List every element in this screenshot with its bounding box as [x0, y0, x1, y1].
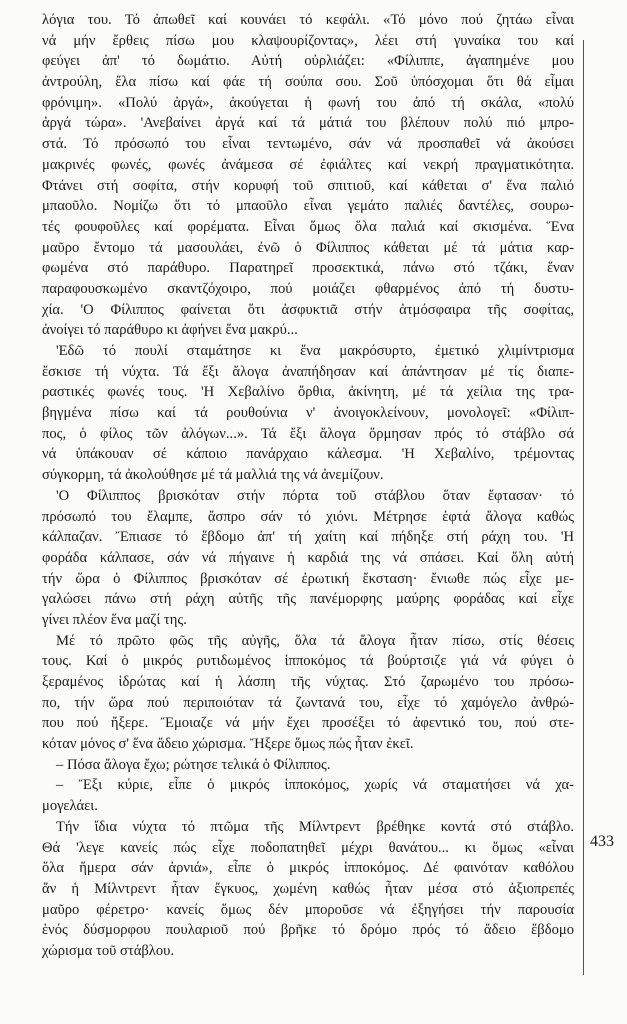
text-line: βηγμένα πίσω καί τά ρουθούνια ν' ἀνοιγοκλείνουν, μονολογεῖ: «Φίλιπ-: [42, 405, 574, 422]
text-line: φωμένα στό παράθυρο. Παρατηρεῖ προσεκτικά, πάνω στό τζάκι, ἕναν: [42, 260, 574, 277]
text-line: ἄν ἡ Μίλντρεντ ἦταν ἔγκυος, χωμένη καθώς ἦταν μέσα στό ἀξιοπρεπές: [42, 880, 574, 897]
text-line: γίνει πλέον ἕνα μαζί της.: [42, 611, 187, 628]
text-line: σύγκορμη, τά ἀκολούθησε μέ τά μαλλιά της νά ἀνεμίζουν.: [42, 467, 384, 484]
text-line: – Πόσα ἄλογα ἔχω; ρώτησε τελικά ὁ Φίλιππος.: [56, 756, 331, 773]
text-line: Μέ τό πρῶτο φῶς τῆς αὐγῆς, ὅλα τά ἄλογα ἦταν πίσω, στίς θέσεις: [56, 632, 574, 649]
text-line: πος, ὁ φίλος τῶν ἀλόγων...». Τά ἔξι ἄλογα ὅρμησαν πρός τό στάβλο σά: [42, 425, 574, 442]
text-line: παραφουσκωμένο σκαντζόχοιρο, πού μοιάζει φθαρμένος ἀπό τή δυστυ-: [42, 280, 574, 297]
text-line: ἑνός δύσμορφου πουλαριοῦ πού βρῆκε τό δρόμο πρός τό ἄδειο ἕβδομο: [42, 922, 574, 939]
text-line: μπαοῦλο. Νομίζω ὅτι τό μπαοῦλο εἶναι γεμάτο παλιές δαντέλες, σουρω-: [42, 198, 574, 215]
text-line: φεύγει ἀπ' τό δωμάτιο. Αὐτή οὐρλιάζει: «Φίλιππε, ἀγαπημένε μου: [42, 53, 574, 70]
text-line: χία. 'Ο Φίλιππος φαίνεται ὅτι ἀσφυκτιᾶ στήν ἀτμόσφαιρα τῆς σοφίτας,: [42, 301, 574, 318]
text-line: τές φουφοῦλες καί φορέματα. Εἶναι ὅμως ὅλα παλιά καί σκισμένα. Ἕνα: [42, 218, 574, 235]
page-number: 433: [590, 833, 614, 850]
text-line: φρόνιμη». «Πολύ ἀργά», ἀκούγεται ἡ φωνή του ἀπό τή σκάλα, «πολύ: [42, 94, 574, 111]
text-line: πο, τήν ὥρα πού περιποιόταν τά ζωντανά του, εἶχε τό χαμόγελο ἀνθρώ-: [42, 694, 574, 711]
text-line: φοράδα κάλπασε, σάν νά πήγαινε ἡ καρδιά της νά σπάσει. Καί ὅλη αὐτή: [42, 549, 574, 566]
text-line: μαῦρο φέρετρο· κανείς ὅμως δέν μποροῦσε νά ἐξηγήσει τήν παρουσία: [42, 901, 574, 918]
text-line: μαῦρο ἔντομο τά μασουλάει, ἐνῶ ὁ Φίλιππος κάθεται μέ τά μάτια καρ-: [42, 239, 574, 256]
body-text: [42, 10, 574, 962]
text-line: νά μήν ἔρθεις πίσω μου κλαψουρίζοντας», λέει στή γυναίκα του καί: [42, 32, 574, 49]
text-line: κάλπαζαν. Ἔπιασε τό ἕβδομο ἀπ' τή χαίτη καί πήδηξε στή ράχη του. 'Η: [42, 529, 574, 546]
text-line: στά. Τό πρόσωπό του εἶναι τεντωμένο, σάν νά προσπαθεῖ νά ἀκούσει: [42, 136, 574, 153]
text-line: πρόσωπό του ἔλαμπε, ἄσπρο σάν τό χιόνι. Μέτρησε ἑφτά ἄλογα καθώς: [42, 508, 574, 525]
text-line: ξεραμένος ἱδρώτας καί ἡ λάσπη τῆς νύχτας. Στό ζαρωμένο του πρόσω-: [42, 674, 574, 690]
text-line: ἀργά τώρα». 'Ανεβαίνει ἀργά καί τά μάτιά του βλέπουν πολύ πιό μπρο-: [42, 115, 574, 132]
text-line: Τήν ἴδια νύχτα τό πτῶμα τῆς Μίλντρεντ βρέθηκε κοντά στό στάβλο.: [56, 818, 574, 835]
text-line: Θά 'λεγε κανείς πώς εἶχε ποδοπατηθεῖ μέχρι θανάτου... κι ὅμως «εἶναι: [42, 839, 574, 856]
text-line: ἔσκισε τή νύχτα. Τά ἔξι ἄλογα ἀναπήδησαν καί ἀπάντησαν μέ τίς διαπε-: [42, 363, 574, 380]
text-line: μακρινές φωνές, φωνές ἀνάμεσα σέ ἐφιάλτες καί νεκρή πραγματικότητα.: [42, 156, 574, 173]
text-line: ἀνοίγει τό παράθυρο κι ἀφήνει ἕνα μακρύ...: [42, 322, 298, 339]
text-line: χώρισμα τοῦ στάβλου.: [42, 942, 175, 959]
text-line: Φτάνει στή σοφίτα, στήν κορυφή τοῦ σπιτιοῦ, καί κάθεται σ' ἕνα παλιό: [42, 177, 574, 194]
text-line: τους. Καί ὁ μικρός ρυτιδωμένος ἱπποκόμος τά βούρτσιζε γιά νά φύγει ὁ: [42, 653, 574, 670]
text-line: ὅλα ἥμερα σάν ἀρνιά», εἶπε ὁ μικρός ἱπποκόμος. Δέ φαινόταν καθόλου: [42, 860, 574, 877]
text-line: 'Ο Φίλιππος βρισκόταν στήν πόρτα τοῦ στάβλου ὅταν ἔφτασαν· τό: [56, 487, 574, 504]
text-line: κόταν μόνος σ' ἕνα ἄδειο χώρισμα. Ἤξερε ὅμως πώς ἦταν ἐκεῖ.: [42, 736, 414, 753]
text-line: ἀντρούλη, ἔλα πίσω καί φάε τή σούπα σου. Σοῦ ὑπόσχομαι ὅτι θά εἶμαι: [42, 74, 574, 91]
text-line: που πού ἤξερε. Ἔμοιαζε νά μήν ἔχει προσέξει τό ἀφεντικό του, πού στε-: [42, 715, 574, 732]
text-line: λόγια του. Τό ἀπωθεῖ καί κουνάει τό κεφάλι. «Τό μόνο πού ζητάω εἶναι: [42, 12, 574, 28]
text-line: ραστικές φωνές τους. 'Η Χεβαλίνο ὄρθια, ἀκίνητη, μέ τά χείλια της τρα-: [42, 384, 574, 401]
text-line: μογελάει.: [42, 798, 98, 815]
text-line: 'Εδῶ τό πουλί σταμάτησε κι ἕνα μακρόσυρτο, ἐμετικό χλιμίντρισμα: [56, 343, 574, 359]
text-line: νά ὑπάκουαν σέ κάποιο πανάρχαιο κάλεσμα. 'Η Χεβαλίνο, τρέμοντας: [42, 446, 574, 463]
margin-rule: [583, 40, 584, 975]
text-line: γαλώσει πάνω στή ράχη αὐτῆς τῆς πανέμορφης μαύρης φοράδας καί εἶχε: [42, 591, 574, 608]
text-line: τήν ὥρα ὁ Φίλιππος βρισκόταν σέ ἐρωτική ἔκσταση· ἔνιωθε πώς εἶχε με-: [42, 570, 574, 587]
text-line: – Ἔξι κύριε, εἶπε ὁ μικρός ἱπποκόμος, χωρίς νά σταματήσει νά χα-: [56, 777, 574, 794]
